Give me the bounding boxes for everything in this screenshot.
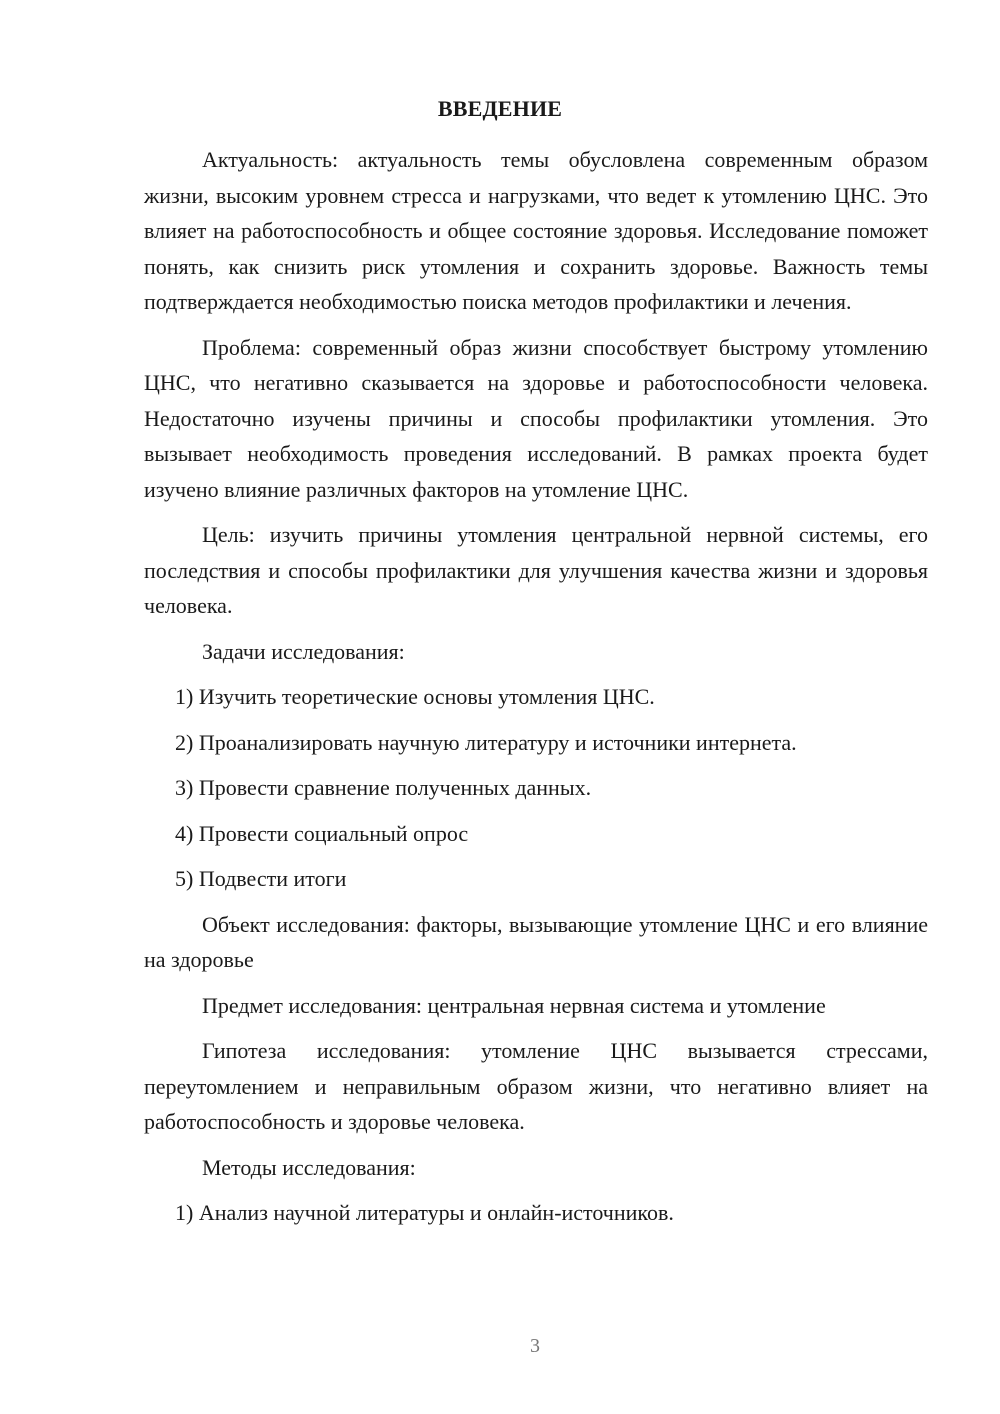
object-paragraph: Объект исследования: факторы, вызывающие утомление ЦНС и его влияние на здоровье (144, 911, 928, 972)
goal-paragraph: Цель: изучить причины утомления центральной нервной системы, его последствия и способы профилактики для улучшения качества жизни и здоровья человека. (144, 522, 928, 618)
subject-paragraph: Предмет исследования: центральная нервная система и утомление (202, 992, 826, 1018)
task-item: 4) Провести социальный опрос (175, 820, 469, 846)
task-item: 5) Подвести итоги (175, 866, 347, 891)
hypothesis-paragraph: Гипотеза исследования: утомление ЦНС вызывается стрессами, переутомлением и неправильным образом жизни, что негативно влияет на работоспособность и здоровье человека. (144, 1038, 928, 1134)
problem-paragraph: Проблема: современный образ жизни способствует быстрому утомлению ЦНС, что негативно сказывается на здоровье и работоспособности человека. Недостаточно изучены причины и способы профилактики утомления. Это вызывает необходимость проведения исследований. В рамках проекта будет изучено влияние различных факторов на утомление ЦНС. (144, 334, 928, 502)
page-title: ВВЕДЕНИЕ (437, 96, 563, 121)
method-item: 1) Анализ научной литературы и онлайн-источников. (175, 1200, 674, 1225)
task-item: 2) Проанализировать научную литературу и источники интернета. (175, 729, 797, 755)
page-number: 3 (530, 1335, 540, 1357)
task-item: 1) Изучить теоретические основы утомления ЦНС. (175, 684, 655, 709)
task-item: 3) Провести сравнение полученных данных. (175, 775, 592, 800)
methods-heading: Методы исследования: (202, 1154, 416, 1180)
relevance-paragraph: Актуальность: актуальность темы обусловлена современным образом жизни, высоким уровнем стресса и нагрузками, что ведет к утомлению ЦНС. Это влияет на работоспособность и общее состояние здоровья. Исследование поможет понять, как снизить риск утомления и сохранить здоровье. Важность темы подтверждается необходимостью поиска методов профилактики и лечения. (144, 147, 928, 314)
tasks-heading: Задачи исследования: (202, 638, 405, 664)
document-body (144, 142, 928, 1241)
